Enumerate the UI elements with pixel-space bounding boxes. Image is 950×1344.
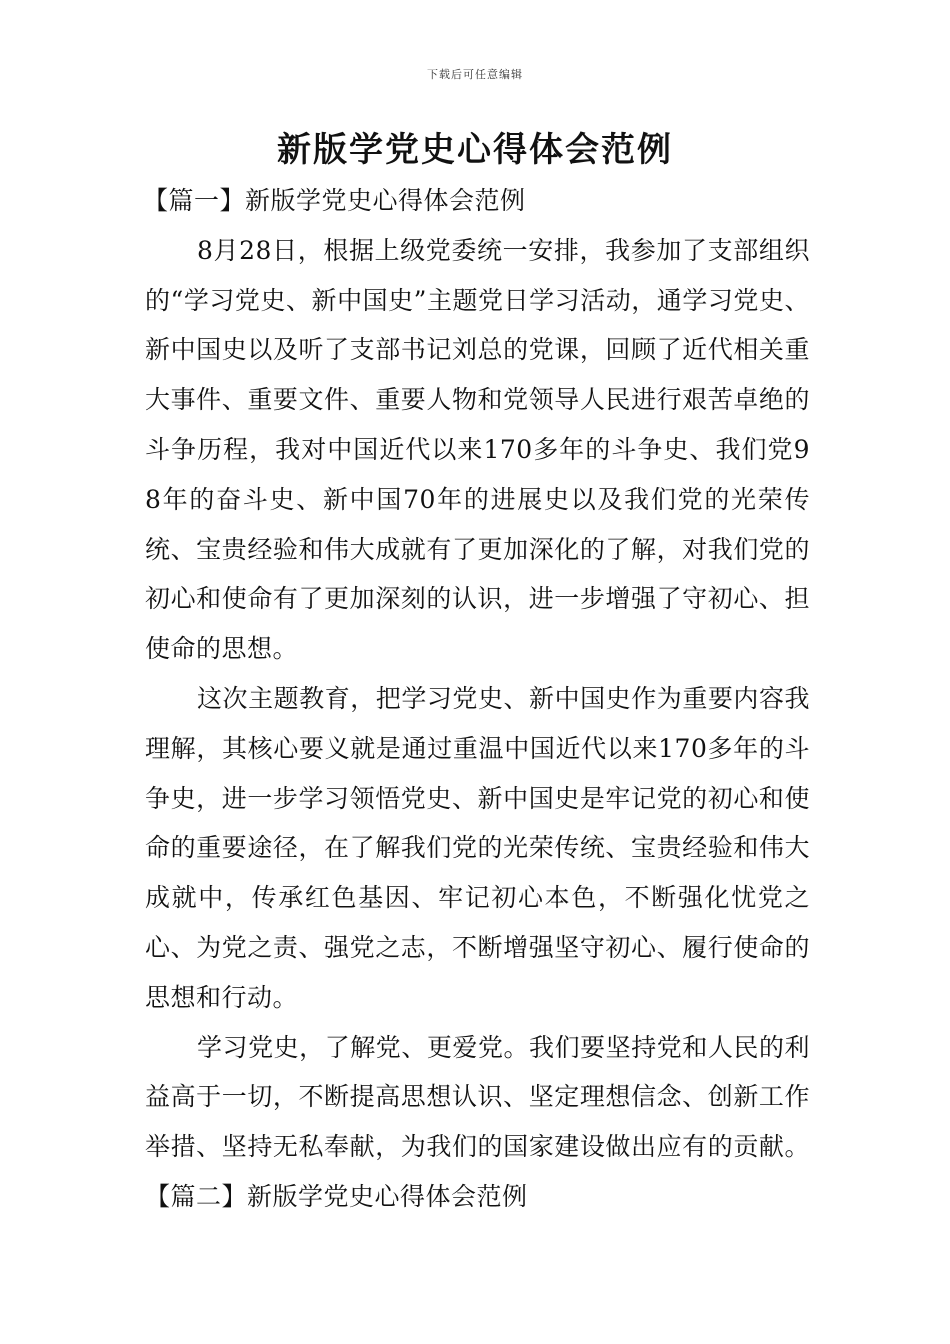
paragraph-1: 8月28日，根据上级党委统一安排，我参加了支部组织的“学习党史、新中国史”主题党日学习活动，通学习党史、新中国史以及听了支部书记刘总的党课，回顾了近代相关重大事件、重要文件、重要人物和党领导人民进行艰苦卓绝的斗争历程，我对中国近代以来170多年的斗争史、我们党98年的奋斗史、新中国70年的进展史以及我们党的光荣传统、宝贵经验和伟大成就有了更加深化的了解，对我们党的初心和使命有了更加深刻的认识，进一步增强了守初心、担使命的思想。	[145, 235, 810, 664]
header-note: 下载后可任意编辑	[427, 68, 523, 81]
paragraph-3: 学习党史，了解党、更爱党。我们要坚持党和人民的利益高于一切，不断提高思想认识、坚定理想信念、创新工作举措、坚持无私奉献，为我们的国家建设做出应有的贡献。【篇二】新版学党史心得体会范例	[145, 1032, 810, 1211]
section-one-heading: 【篇一】新版学党史心得体会范例	[143, 186, 526, 215]
document-body	[145, 176, 810, 1222]
document-title: 新版学党史心得体会范例	[277, 130, 673, 170]
paragraph-2: 这次主题教育，把学习党史、新中国史作为重要内容我理解，其核心要义就是通过重温中国近代以来170多年的斗争史，进一步学习领悟党史、新中国史是牢记党的初心和使命的重要途径，在了解我们党的光荣传统、宝贵经验和伟大成就中，传承红色基因、牢记初心本色，不断强化忧党之心、为党之责、强党之志，不断增强坚守初心、履行使命的思想和行动。	[145, 683, 810, 1012]
